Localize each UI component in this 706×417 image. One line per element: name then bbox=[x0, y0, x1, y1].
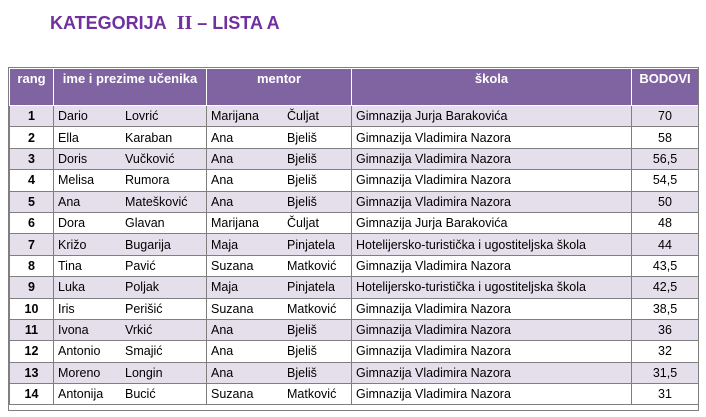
school-cell: Gimnazija Vladimira Nazora bbox=[352, 319, 632, 340]
mentor-first-name: Ana bbox=[211, 344, 234, 359]
mentor-last-name: Bjeliš bbox=[287, 323, 317, 338]
table-row bbox=[10, 234, 699, 255]
school-cell: Gimnazija Vladimira Nazora bbox=[352, 298, 632, 319]
mentor-cell bbox=[207, 148, 352, 169]
student-cell bbox=[54, 277, 207, 298]
table-row bbox=[10, 127, 699, 148]
rank-cell: 2 bbox=[10, 127, 54, 148]
page-title bbox=[50, 12, 280, 35]
student-last-name: Vrkić bbox=[125, 323, 153, 338]
student-cell bbox=[54, 319, 207, 340]
title-suffix: – LISTA A bbox=[197, 13, 280, 33]
mentor-cell bbox=[207, 298, 352, 319]
title-prefix: KATEGORIJA bbox=[50, 13, 167, 33]
table-row bbox=[10, 277, 699, 298]
student-cell bbox=[54, 127, 207, 148]
school-cell: Gimnazija Vladimira Nazora bbox=[352, 362, 632, 383]
student-first-name: Melisa bbox=[58, 173, 95, 188]
mentor-cell bbox=[207, 341, 352, 362]
mentor-cell bbox=[207, 212, 352, 233]
mentor-cell bbox=[207, 255, 352, 276]
mentor-first-name: Ana bbox=[211, 173, 234, 188]
rank-cell: 6 bbox=[10, 212, 54, 233]
student-cell bbox=[54, 170, 207, 191]
student-cell bbox=[54, 298, 207, 319]
points-cell: 42,5 bbox=[632, 277, 699, 298]
points-cell: 31 bbox=[632, 384, 699, 405]
student-last-name: Bugarija bbox=[125, 237, 171, 252]
school-cell: Gimnazija Jurja Barakovića bbox=[352, 106, 632, 127]
points-cell: 50 bbox=[632, 191, 699, 212]
table-body bbox=[10, 106, 699, 405]
student-last-name: Glavan bbox=[125, 216, 165, 231]
table-row bbox=[10, 191, 699, 212]
rank-cell: 12 bbox=[10, 341, 54, 362]
results-table bbox=[9, 68, 699, 405]
rank-cell: 7 bbox=[10, 234, 54, 255]
student-last-name: Pavić bbox=[125, 258, 156, 273]
student-cell bbox=[54, 191, 207, 212]
mentor-last-name: Bjeliš bbox=[287, 130, 317, 145]
table-row bbox=[10, 298, 699, 319]
student-cell bbox=[54, 341, 207, 362]
student-first-name: Iris bbox=[58, 301, 75, 316]
mentor-first-name: Ana bbox=[211, 194, 234, 209]
points-cell: 43,5 bbox=[632, 255, 699, 276]
student-last-name: Rumora bbox=[125, 173, 170, 188]
points-cell: 54,5 bbox=[632, 170, 699, 191]
points-cell: 56,5 bbox=[632, 148, 699, 169]
student-cell bbox=[54, 255, 207, 276]
mentor-last-name: Matković bbox=[287, 301, 337, 316]
student-last-name: Poljak bbox=[125, 280, 160, 295]
points-cell: 31,5 bbox=[632, 362, 699, 383]
mentor-cell bbox=[207, 234, 352, 255]
student-first-name: Antonija bbox=[58, 387, 104, 402]
student-last-name: Vučković bbox=[125, 151, 175, 166]
rank-cell: 14 bbox=[10, 384, 54, 405]
rank-cell: 3 bbox=[10, 148, 54, 169]
column-header-student: ime i prezime učenika bbox=[54, 69, 207, 106]
mentor-cell bbox=[207, 106, 352, 127]
student-first-name: Tina bbox=[58, 258, 82, 273]
student-last-name: Longin bbox=[125, 365, 163, 380]
rank-cell: 5 bbox=[10, 191, 54, 212]
rank-cell: 1 bbox=[10, 106, 54, 127]
student-first-name: Ana bbox=[58, 194, 81, 209]
mentor-last-name: Bjeliš bbox=[287, 344, 317, 359]
student-first-name: Dario bbox=[58, 109, 88, 124]
rank-cell: 8 bbox=[10, 255, 54, 276]
mentor-cell bbox=[207, 319, 352, 340]
table-row bbox=[10, 341, 699, 362]
student-first-name: Moreno bbox=[58, 365, 101, 380]
student-cell bbox=[54, 362, 207, 383]
mentor-last-name: Pinjatela bbox=[287, 237, 335, 252]
mentor-cell bbox=[207, 362, 352, 383]
rank-cell: 9 bbox=[10, 277, 54, 298]
mentor-first-name: Marijana bbox=[211, 109, 259, 124]
student-cell bbox=[54, 148, 207, 169]
mentor-last-name: Bjeliš bbox=[287, 173, 317, 188]
mentor-first-name: Ana bbox=[211, 151, 234, 166]
school-cell: Hotelijersko-turistička i ugostiteljska škola bbox=[352, 234, 632, 255]
school-cell: Gimnazija Vladimira Nazora bbox=[352, 384, 632, 405]
mentor-first-name: Suzana bbox=[211, 301, 254, 316]
column-header-mentor: mentor bbox=[207, 69, 352, 106]
mentor-last-name: Bjeliš bbox=[287, 151, 317, 166]
school-cell: Gimnazija Vladimira Nazora bbox=[352, 255, 632, 276]
table-row bbox=[10, 106, 699, 127]
mentor-first-name: Suzana bbox=[211, 258, 254, 273]
points-cell: 44 bbox=[632, 234, 699, 255]
mentor-cell bbox=[207, 170, 352, 191]
column-header-rank: rang bbox=[10, 69, 54, 106]
student-last-name: Bucić bbox=[125, 387, 156, 402]
school-cell: Gimnazija Jurja Barakovića bbox=[352, 212, 632, 233]
mentor-first-name: Ana bbox=[211, 130, 234, 145]
rank-cell: 11 bbox=[10, 319, 54, 340]
mentor-cell bbox=[207, 191, 352, 212]
student-last-name: Matešković bbox=[125, 194, 188, 209]
student-cell bbox=[54, 234, 207, 255]
student-first-name: Križo bbox=[58, 237, 87, 252]
school-cell: Gimnazija Vladimira Nazora bbox=[352, 191, 632, 212]
student-first-name: Antonio bbox=[58, 344, 101, 359]
mentor-cell bbox=[207, 277, 352, 298]
mentor-first-name: Ana bbox=[211, 365, 234, 380]
points-cell: 38,5 bbox=[632, 298, 699, 319]
points-cell: 32 bbox=[632, 341, 699, 362]
school-cell: Gimnazija Vladimira Nazora bbox=[352, 127, 632, 148]
table-row bbox=[10, 212, 699, 233]
mentor-last-name: Matković bbox=[287, 258, 337, 273]
student-last-name: Karaban bbox=[125, 130, 173, 145]
mentor-first-name: Suzana bbox=[211, 387, 254, 402]
student-cell bbox=[54, 384, 207, 405]
table-row bbox=[10, 255, 699, 276]
mentor-last-name: Čuljat bbox=[287, 109, 319, 124]
school-cell: Gimnazija Vladimira Nazora bbox=[352, 170, 632, 191]
student-last-name: Lovrić bbox=[125, 109, 159, 124]
points-cell: 36 bbox=[632, 319, 699, 340]
title-roman-numeral: II bbox=[176, 12, 193, 34]
column-header-points: BODOVI bbox=[632, 69, 699, 106]
table-row bbox=[10, 319, 699, 340]
table-row bbox=[10, 148, 699, 169]
mentor-cell bbox=[207, 127, 352, 148]
mentor-cell bbox=[207, 384, 352, 405]
table-row bbox=[10, 362, 699, 383]
student-first-name: Luka bbox=[58, 280, 86, 295]
table-row bbox=[10, 384, 699, 405]
mentor-last-name: Bjeliš bbox=[287, 194, 317, 209]
student-first-name: Dora bbox=[58, 216, 86, 231]
student-cell bbox=[54, 106, 207, 127]
rank-cell: 10 bbox=[10, 298, 54, 319]
mentor-first-name: Maja bbox=[211, 237, 239, 252]
student-first-name: Ivona bbox=[58, 323, 89, 338]
table-row bbox=[10, 170, 699, 191]
points-cell: 58 bbox=[632, 127, 699, 148]
points-cell: 70 bbox=[632, 106, 699, 127]
mentor-first-name: Marijana bbox=[211, 216, 259, 231]
rank-cell: 4 bbox=[10, 170, 54, 191]
student-cell bbox=[54, 212, 207, 233]
school-cell: Hotelijersko-turistička i ugostiteljska škola bbox=[352, 277, 632, 298]
mentor-last-name: Bjeliš bbox=[287, 365, 317, 380]
mentor-first-name: Ana bbox=[211, 323, 234, 338]
mentor-last-name: Matković bbox=[287, 387, 337, 402]
student-last-name: Perišić bbox=[125, 301, 163, 316]
mentor-first-name: Maja bbox=[211, 280, 239, 295]
mentor-last-name: Pinjatela bbox=[287, 280, 335, 295]
rank-cell: 13 bbox=[10, 362, 54, 383]
table-header-row bbox=[10, 69, 699, 106]
student-first-name: Doris bbox=[58, 151, 88, 166]
column-header-school: škola bbox=[352, 69, 632, 106]
student-last-name: Smajić bbox=[125, 344, 163, 359]
mentor-last-name: Čuljat bbox=[287, 216, 319, 231]
school-cell: Gimnazija Vladimira Nazora bbox=[352, 148, 632, 169]
school-cell: Gimnazija Vladimira Nazora bbox=[352, 341, 632, 362]
points-cell: 48 bbox=[632, 212, 699, 233]
student-first-name: Ella bbox=[58, 130, 79, 145]
